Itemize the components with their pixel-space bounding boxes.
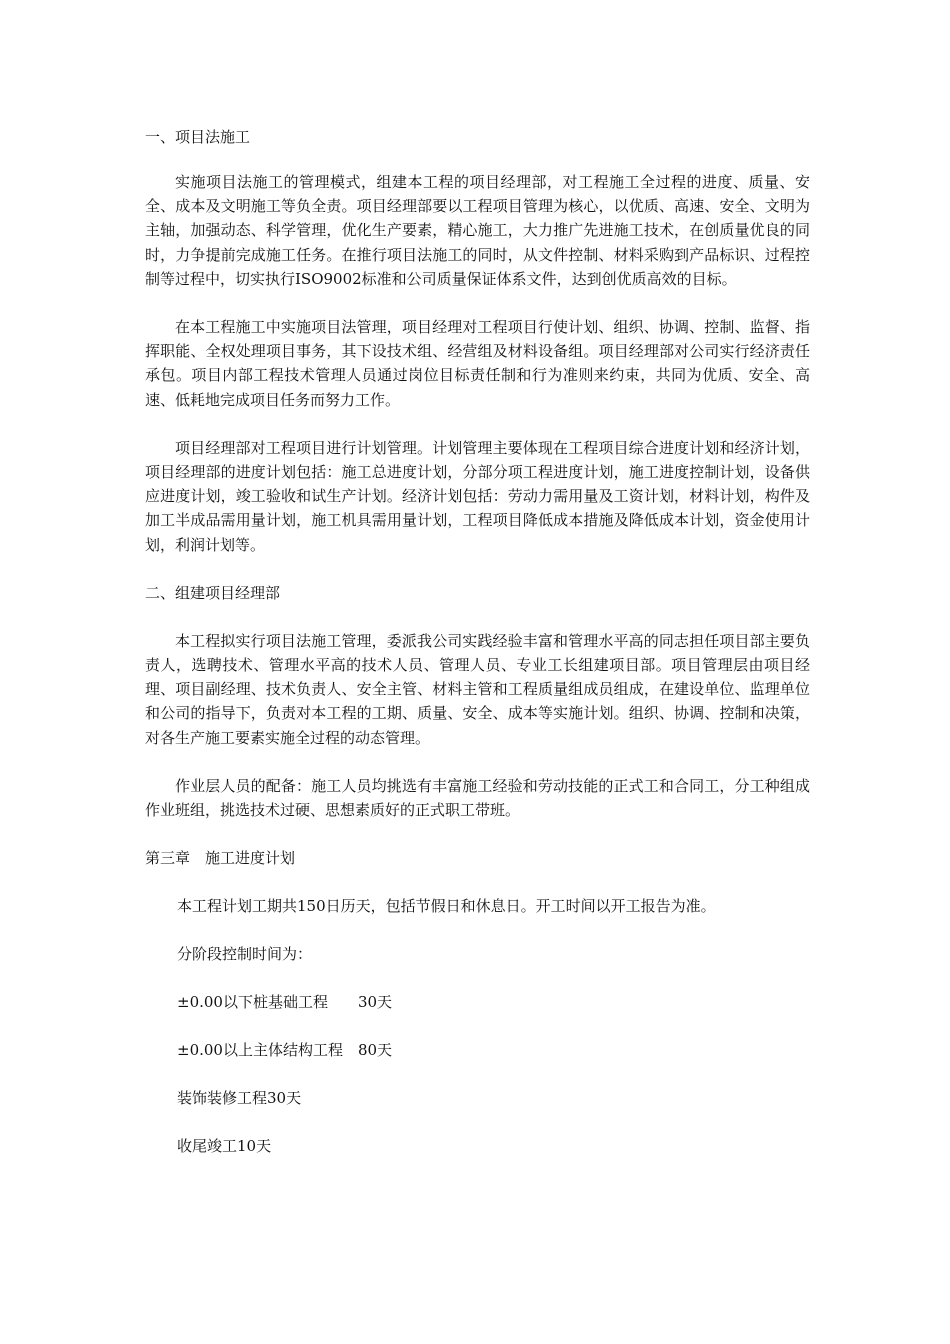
schedule-line: 本工程计划工期共150日历天，包括节假日和休息日。开工时间以开工报告为准。 [177, 897, 716, 916]
schedule-line: 收尾竣工10天 [177, 1137, 272, 1156]
schedule-line: ±0.00以下桩基础工程 30天 [177, 993, 393, 1012]
paragraph: 本工程拟实行项目法施工管理，委派我公司实践经验丰富和管理水平高的同志担任项目部主要负责人，选聘技术、管理水平高的技术人员、管理人员、专业工长组建项目部。项目管理层由项目经理、项目副经理、技术负责人、安全主管、材料主管和工程质量组成员组成，在建设单位、监理单位和公司的指导下，负责对本工程的工期、质量、安全、成本等实施计划。组织、协调、控制和决策，对各生产施工要素实施全过程的动态管理。 [145, 631, 810, 747]
chapter-heading: 第三章 施工进度计划 [145, 849, 296, 868]
document-page [145, 125, 810, 1158]
schedule-line: 装饰装修工程30天 [177, 1089, 302, 1108]
paragraph: 实施项目法施工的管理模式，组建本工程的项目经理部，对工程施工全过程的进度、质量、安全、成本及文明施工等负全责。项目经理部要以工程项目管理为核心，以优质、高速、安全、文明为主轴，加强动态、科学管理，优化生产要素，精心施工，大力推广先进施工技术，在创质量优良的同时，力争提前完成施工任务。在推行项目法施工的同时，从文件控制、材料采购到产品标识、过程控制等过程中，切实执行ISO9002标准和公司质量保证体系文件，达到创优质高效的目标。 [145, 173, 810, 288]
schedule-line: 分阶段控制时间为： [177, 945, 313, 964]
paragraph: 在本工程施工中实施项目法管理，项目经理对工程项目行使计划、组织、协调、控制、监督、指挥职能、全权处理项目事务，其下设技术组、经营组及材料设备组。项目经理部对公司实行经济责任承包。项目内部工程技术管理人员通过岗位目标责任制和行为准则来约束，共同为优质、安全、高速、低耗地完成项目任务而努力工作。 [145, 318, 810, 409]
schedule-line: ±0.00以上主体结构工程 80天 [177, 1041, 393, 1060]
section-heading: 二、组建项目经理部 [145, 583, 281, 602]
section-heading: 一、项目法施工 [145, 128, 251, 146]
paragraph: 项目经理部对工程项目进行计划管理。计划管理主要体现在工程项目综合进度计划和经济计划，项目经理部的进度计划包括：施工总进度计划，分部分项工程进度计划，施工进度控制计划，设备供应进度计划，竣工验收和试生产计划。经济计划包括：劳动力需用量及工资计划，材料计划，构件及加工半成品需用量计划，施工机具需用量计划，工程项目降低成本措施及降低成本计划，资金使用计划，利润计划等。 [145, 438, 810, 554]
paragraph: 作业层人员的配备：施工人员均挑选有丰富施工经验和劳动技能的正式工和合同工，分工种组成作业班组，挑选技术过硬、思想素质好的正式职工带班。 [145, 776, 810, 820]
